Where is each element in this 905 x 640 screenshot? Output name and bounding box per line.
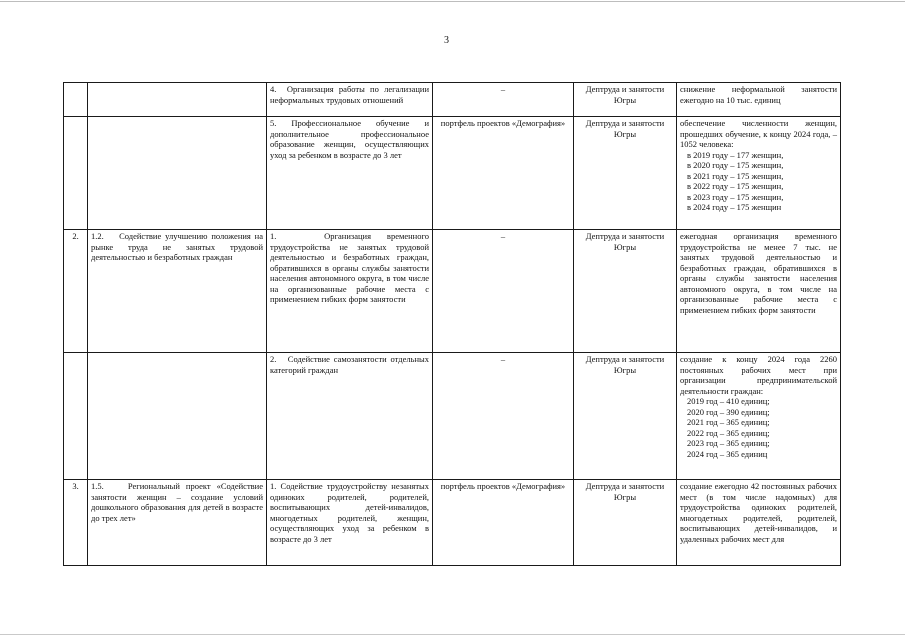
result-cell xyxy=(677,83,841,117)
row-number-cell: 2. xyxy=(64,230,88,353)
result-list-item: 2019 год – 410 единиц; xyxy=(687,396,770,406)
result-text: снижение неформальной занятости ежегодно на 10 тыс. единиц xyxy=(680,84,837,105)
result-list-item: в 2020 году – 175 женщин, xyxy=(687,160,784,170)
scan-bottom-edge xyxy=(0,634,905,635)
activity-cell: 2. Содействие самозанятости отдельных категорий граждан xyxy=(267,353,433,480)
result-list-item: в 2021 году – 175 женщин, xyxy=(687,170,784,181)
result-text: создание к концу 2024 года 2260 постоянных рабочих мест при организации предпринимательской деятельности граждан: xyxy=(680,354,837,396)
row-number-cell xyxy=(64,353,88,480)
result-list-item: 2023 год – 365 единиц; xyxy=(687,438,770,448)
direction-cell xyxy=(88,353,267,480)
scan-top-edge xyxy=(0,1,905,2)
page-number: 3 xyxy=(444,35,449,46)
table-row xyxy=(64,480,841,566)
table-row xyxy=(64,117,841,230)
result-list-item: 2020 год – 390 единиц; xyxy=(687,406,770,417)
activity-cell: 5. Профессиональное обучение и дополнительное профессиональное образование женщин, осуществляющих уход за ребенком в возрасте до 3 лет xyxy=(267,117,433,230)
row-number-cell xyxy=(64,83,88,117)
row-number-cell xyxy=(64,117,88,230)
responsible-cell: Дептруда и занятости Югры xyxy=(574,480,677,566)
project-cell: – xyxy=(433,353,574,480)
direction-cell xyxy=(88,117,267,230)
table-row xyxy=(64,353,841,480)
result-text: обеспечение численности женщин, прошедших обучение, к концу 2024 года, – 1052 человека: xyxy=(680,118,837,149)
responsible-cell: Дептруда и занятости Югры xyxy=(574,230,677,353)
result-text: создание ежегодно 42 постоянных рабочих мест (в том числе надомных) для трудоустройства одиноких родителей, многодетных родителей, родителей, воспитывающих детей-инвалидов, и удаленных рабочих мест для xyxy=(680,481,837,544)
result-cell xyxy=(677,353,841,480)
project-cell: портфель проектов «Демография» xyxy=(433,480,574,566)
direction-cell: 1.2. Содействие улучшению положения на рынке труда не занятых трудовой деятельностью и безработных граждан xyxy=(88,230,267,353)
responsible-cell: Дептруда и занятости Югры xyxy=(574,353,677,480)
direction-cell xyxy=(88,83,267,117)
result-list-item: 2024 год – 365 единиц xyxy=(687,448,768,459)
result-cell xyxy=(677,117,841,230)
measures-table xyxy=(63,82,841,566)
result-list-item: в 2024 году – 175 женщин xyxy=(687,202,782,212)
activity-cell: 1. Организация временного трудоустройства не занятых трудовой деятельностью и безработных граждан, обратившихся в органы службы занятости населения автономного округа, в том числе на организованные рабочие места с применением гибких форм занятости xyxy=(267,230,433,353)
result-list-item: в 2023 году – 175 женщин, xyxy=(687,191,784,202)
project-cell: – xyxy=(433,230,574,353)
responsible-cell: Дептруда и занятости Югры xyxy=(574,83,677,117)
row-number-cell: 3. xyxy=(64,480,88,566)
table-row xyxy=(64,230,841,353)
result-list-item: в 2019 году – 177 женщин, xyxy=(687,149,784,160)
result-list-item: в 2022 году – 175 женщин, xyxy=(687,181,784,191)
activity-cell: 1. Содействие трудоустройству незанятых одиноких родителей, родителей, воспитывающих детей-инвалидов, многодетных родителей, женщин, осуществляющих уход за ребенком в возрасте до 3 лет xyxy=(267,480,433,566)
table-row xyxy=(64,83,841,117)
project-cell: – xyxy=(433,83,574,117)
result-list-item: 2021 год – 365 единиц; xyxy=(687,417,770,427)
direction-cell: 1.5. Региональный проект «Содействие занятости женщин – создание условий дошкольного образования для детей в возрасте до трех лет» xyxy=(88,480,267,566)
result-cell xyxy=(677,230,841,353)
result-text: ежегодная организация временного трудоустройства не менее 7 тыс. не занятых трудовой деятельностью и безработных граждан, обратившихся в органы службы занятости населения автономного округа, в том числе на организованные рабочие места с применением гибких форм занятости xyxy=(680,231,837,315)
result-list-item: 2022 год – 365 единиц; xyxy=(687,427,770,438)
result-cell xyxy=(677,480,841,566)
responsible-cell: Дептруда и занятости Югры xyxy=(574,117,677,230)
activity-cell: 4. Организация работы по легализации неформальных трудовых отношений xyxy=(267,83,433,117)
project-cell: портфель проектов «Демография» xyxy=(433,117,574,230)
